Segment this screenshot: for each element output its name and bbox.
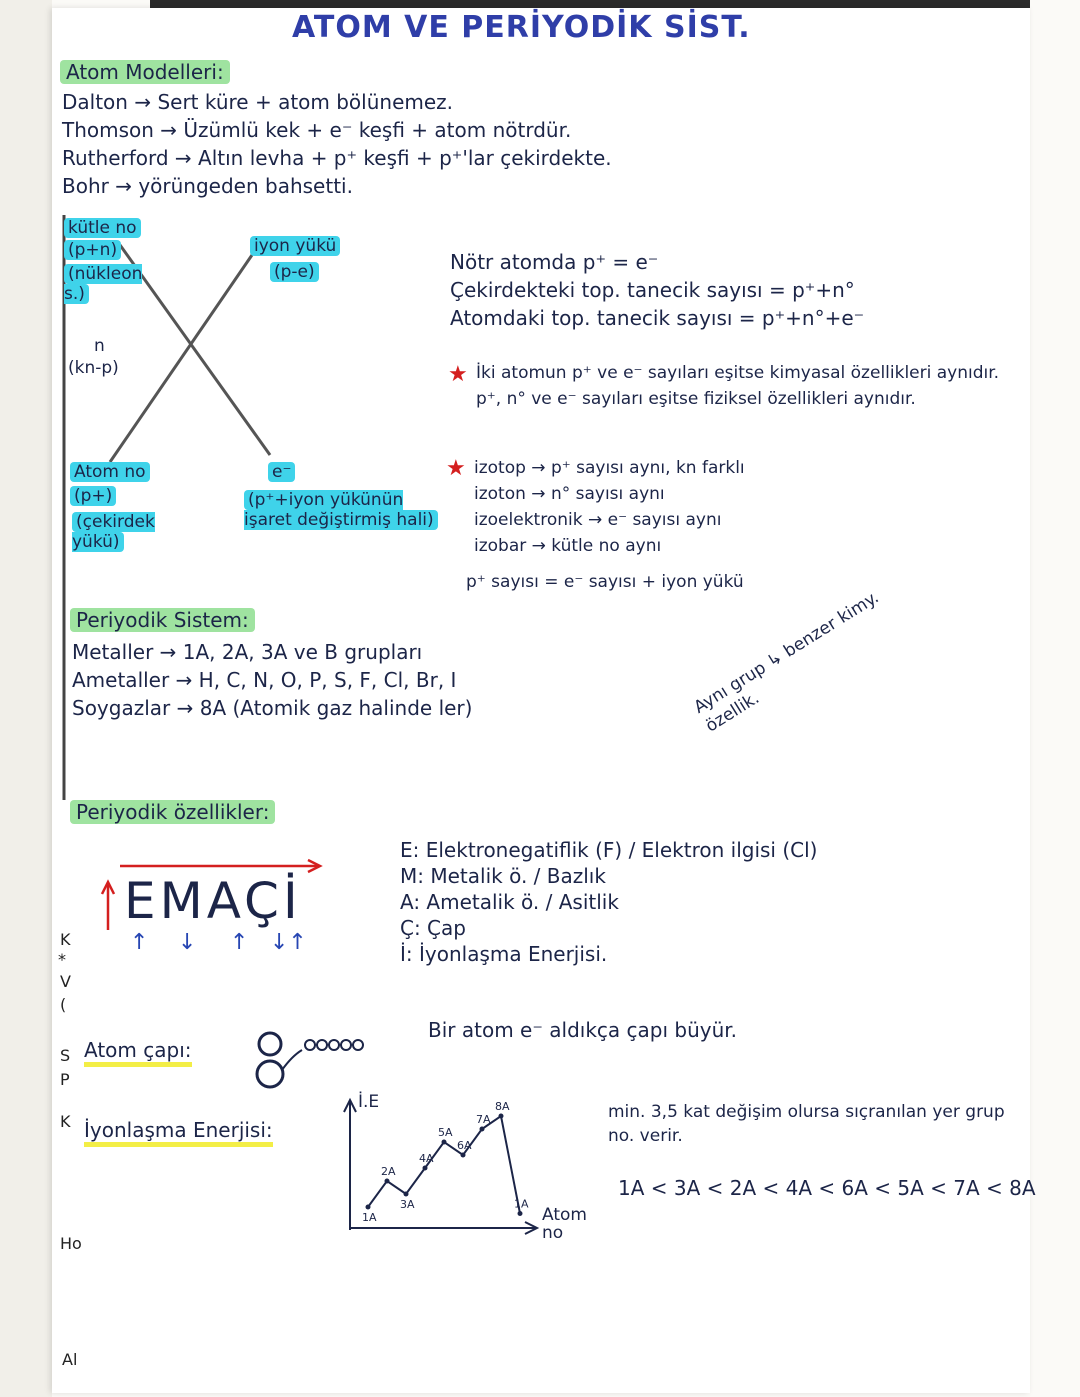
ionization-point bbox=[461, 1153, 466, 1158]
mass-number-text: kütle no bbox=[64, 218, 141, 238]
ionization-point-label: 5A bbox=[438, 1126, 453, 1139]
mass-formula-text: (p+n) bbox=[64, 240, 121, 260]
neutron-label: n bbox=[94, 336, 105, 356]
legend-m: M: Metalik ö. / Bazlık bbox=[400, 864, 606, 888]
nucleon-text: (nükleon s.) bbox=[64, 264, 143, 304]
legend-i: İ: İyonlaşma Enerjisi. bbox=[400, 942, 608, 966]
margin-letter: Ho bbox=[60, 1234, 82, 1253]
atom-radius-note: Bir atom e⁻ aldıkça çapı büyür. bbox=[428, 1018, 737, 1042]
ionization-point bbox=[404, 1192, 409, 1197]
neutron-formula: (kn-p) bbox=[68, 358, 119, 378]
metals-line: Metaller → 1A, 2A, 3A ve B grupları bbox=[72, 640, 423, 664]
ion-charge-formula bbox=[270, 262, 319, 282]
emaci-mnemonic: EMAÇİ bbox=[124, 872, 302, 930]
periodic-heading-text: Periyodik Sistem: bbox=[70, 608, 255, 632]
margin-letter: V bbox=[60, 972, 71, 991]
ionization-point-label: 2A bbox=[381, 1165, 396, 1178]
ionization-point bbox=[423, 1166, 428, 1171]
atom-radius-text: Atom çapı: bbox=[84, 1038, 192, 1067]
legend-a: A: Ametalik ö. / Asitlik bbox=[400, 890, 619, 914]
chart-y-axis-label: İ.E bbox=[358, 1092, 380, 1112]
margin-letter: ( bbox=[60, 995, 67, 1014]
ion-charge-label bbox=[250, 236, 340, 256]
isoelectronic-line: izoelektronik → e⁻ sayısı aynı bbox=[474, 510, 722, 530]
mass-formula bbox=[64, 240, 121, 260]
nucleon-label bbox=[64, 264, 146, 304]
properties-heading bbox=[70, 800, 275, 824]
ionization-label bbox=[84, 1118, 273, 1142]
electron-text: e⁻ bbox=[268, 462, 295, 482]
ionization-point-label: 3A bbox=[400, 1198, 415, 1211]
same-group-note: Aynı grup ↳ benzer kimy. özellik. bbox=[690, 587, 883, 737]
legend-c: Ç: Çap bbox=[400, 916, 466, 940]
models-heading-text: Atom Modelleri: bbox=[60, 60, 230, 84]
ionization-order: 1A < 3A < 2A < 4A < 6A < 5A < 7A < 8A bbox=[618, 1176, 1036, 1200]
isotope-line: izotop → p⁺ sayısı aynı, kn farklı bbox=[474, 458, 745, 478]
ionization-point bbox=[499, 1114, 504, 1119]
isobar-line: izobar → kütle no aynı bbox=[474, 536, 662, 556]
chart-x-axis-label: Atom no bbox=[542, 1205, 587, 1243]
arrow-icon: ↑ bbox=[230, 930, 249, 955]
ionization-point-label: 7A bbox=[476, 1113, 491, 1126]
ionization-point bbox=[366, 1205, 371, 1210]
identity-note: İki atomun p⁺ ve e⁻ sayıları eşitse kimyasal özellikleri aynıdır. p⁺, n° ve e⁻ sayıları eşitse fiziksel özellikleri aynıdır. bbox=[476, 363, 1000, 409]
neutral-line: Nötr atomda p⁺ = e⁻ bbox=[450, 250, 659, 274]
star-icon: ★ bbox=[446, 456, 466, 481]
electron-formula-text: (p⁺+iyon yükünün işaret değiştirmiş hali) bbox=[244, 490, 438, 530]
ionization-text: İyonlaşma Enerjisi: bbox=[84, 1118, 273, 1147]
ionization-point-label: 6A bbox=[457, 1139, 472, 1152]
ionization-point-label: 1A bbox=[514, 1197, 529, 1211]
atom-radius-label bbox=[84, 1038, 192, 1062]
model-rutherford: Rutherford → Altın levha + p⁺ keşfi + p⁺'lar çekirdekte. bbox=[62, 146, 612, 170]
model-thomson: Thomson → Üzümlü kek + e⁻ keşfi + atom nötrdür. bbox=[62, 118, 572, 142]
noble-gases-line: Soygazlar → 8A (Atomik gaz halinde ler) bbox=[72, 696, 473, 720]
periodic-heading bbox=[70, 608, 255, 632]
ionization-point-label: 8A bbox=[495, 1100, 510, 1113]
electron-label bbox=[268, 462, 295, 482]
model-bohr: Bohr → yörüngeden bahsetti. bbox=[62, 174, 353, 198]
legend-e: E: Elektronegatiflik (F) / Elektron ilgisi (Cl) bbox=[400, 838, 818, 862]
arrow-icon: ↓ bbox=[178, 930, 197, 955]
nucleus-charge-label bbox=[72, 512, 202, 552]
ionization-point bbox=[442, 1140, 447, 1145]
ionization-note: min. 3,5 kat değişim olursa sıçranılan yer grup no. verir. bbox=[608, 1102, 1005, 1146]
ionization-point-label: 4A bbox=[419, 1152, 434, 1165]
margin-letter: S bbox=[60, 1046, 71, 1065]
electron-formula bbox=[244, 490, 440, 530]
margin-letter: Al bbox=[62, 1350, 78, 1369]
left-margin-strip bbox=[0, 0, 52, 1397]
proton-formula: p⁺ sayısı = e⁻ sayısı + iyon yükü bbox=[466, 572, 744, 592]
isotone-line: izoton → n° sayısı aynı bbox=[474, 484, 665, 504]
atom-number-proton bbox=[70, 486, 116, 506]
mass-number-label bbox=[64, 218, 141, 238]
properties-heading-text: Periyodik özellikler: bbox=[70, 800, 275, 824]
ion-charge-text: iyon yükü bbox=[250, 236, 340, 256]
margin-letter: * bbox=[58, 950, 66, 969]
nucleus-total-line: Çekirdekteki top. tanecik sayısı = p⁺+n° bbox=[450, 278, 855, 302]
nucleus-charge-text: (çekirdek yükü) bbox=[72, 512, 155, 552]
atom-size-icon bbox=[0, 0, 1, 1]
ion-formula-text: (p-e) bbox=[270, 262, 319, 282]
atom-p-text: (p+) bbox=[70, 486, 116, 506]
ionization-point bbox=[518, 1211, 523, 1216]
atom-total-line: Atomdaki top. tanecik sayısı = p⁺+n°+e⁻ bbox=[450, 306, 865, 330]
models-heading bbox=[60, 60, 230, 84]
nonmetals-line: Ametaller → H, C, N, O, P, S, F, Cl, Br, I bbox=[72, 668, 457, 692]
atom-number-text: Atom no bbox=[70, 462, 150, 482]
margin-letter: P bbox=[60, 1070, 70, 1089]
model-dalton: Dalton → Sert küre + atom bölünemez. bbox=[62, 90, 454, 114]
margin-letter: K bbox=[60, 1112, 71, 1131]
star-icon: ★ bbox=[448, 362, 468, 387]
ionization-point-label: 1A bbox=[362, 1211, 377, 1224]
arrow-icon: ↑ bbox=[130, 930, 149, 955]
ionization-point bbox=[385, 1179, 390, 1184]
page-title: ATOM VE PERİYODİK SİST. bbox=[292, 10, 751, 45]
ionization-point bbox=[480, 1127, 485, 1132]
margin-letter: K bbox=[60, 930, 71, 949]
atom-number-label bbox=[70, 462, 150, 482]
arrow-icon: ↓↑ bbox=[270, 930, 307, 955]
